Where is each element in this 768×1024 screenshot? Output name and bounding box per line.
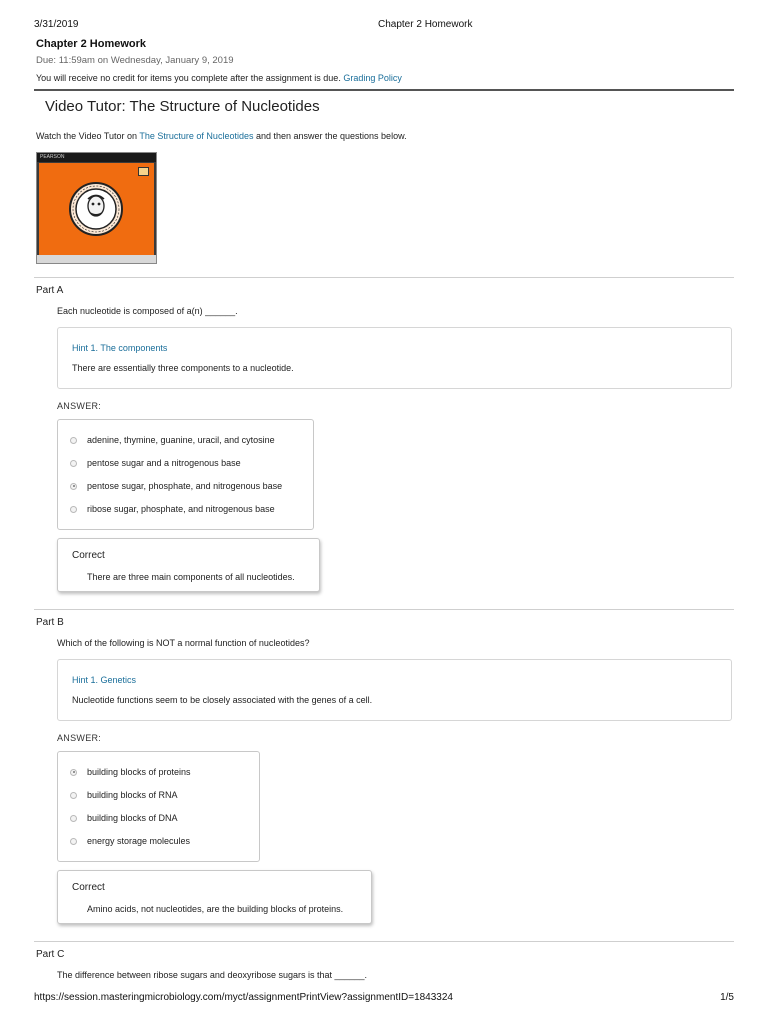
header-divider — [34, 89, 734, 91]
part-a-option[interactable] — [70, 456, 241, 470]
option-label: pentose sugar and a nitrogenous base — [87, 458, 241, 468]
part-c-label: Part C — [36, 949, 65, 960]
video-tutor-player[interactable] — [36, 152, 157, 264]
part-a-feedback-title: Correct — [72, 550, 105, 561]
option-label: adenine, thymine, guanine, uracil, and cytosine — [87, 435, 275, 445]
radio-button[interactable] — [70, 460, 77, 467]
radio-button[interactable] — [70, 792, 77, 799]
option-label: building blocks of DNA — [87, 813, 178, 823]
due-date: Due: 11:59am on Wednesday, January 9, 2019 — [36, 55, 234, 66]
video-frame[interactable] — [39, 163, 154, 255]
part-b-option[interactable] — [70, 811, 178, 825]
part-a-label: Part A — [36, 285, 64, 296]
radio-button-selected[interactable] — [70, 483, 77, 490]
part-a-answer-label: ANSWER: — [57, 401, 102, 411]
assignment-title: Chapter 2 Homework — [36, 38, 147, 50]
part-b-answer-label: ANSWER: — [57, 733, 102, 743]
print-date: 3/31/2019 — [34, 19, 79, 30]
print-page-number: 1/5 — [720, 992, 734, 1003]
part-a-feedback-text: There are three main components of all nucleotides. — [87, 572, 295, 582]
part-a-option[interactable] — [70, 502, 275, 516]
part-a-divider — [34, 277, 734, 278]
option-label: building blocks of RNA — [87, 790, 178, 800]
video-top-bar — [37, 153, 156, 162]
part-c-divider — [34, 941, 734, 942]
part-a-question: Each nucleotide is composed of a(n) ______. — [57, 306, 238, 316]
part-b-option[interactable] — [70, 788, 178, 802]
part-a-hint-title[interactable]: Hint 1. The components — [72, 343, 168, 353]
video-tutor-link[interactable]: The Structure of Nucleotides — [139, 131, 254, 141]
video-tutor-seal-icon — [68, 178, 124, 240]
part-b-hint-text: Nucleotide functions seem to be closely associated with the genes of a cell. — [72, 695, 373, 705]
part-b-answer-box — [57, 751, 260, 862]
part-b-divider — [34, 609, 734, 610]
option-label: pentose sugar, phosphate, and nitrogenous base — [87, 481, 283, 491]
part-b-question: Which of the following is NOT a normal function of nucleotides? — [57, 638, 310, 648]
radio-button[interactable] — [70, 437, 77, 444]
radio-button[interactable] — [70, 815, 77, 822]
part-b-feedback-title: Correct — [72, 882, 105, 893]
video-controls[interactable] — [37, 255, 156, 263]
late-notice — [36, 73, 402, 83]
part-b-option-selected[interactable] — [70, 765, 191, 779]
radio-button-selected[interactable] — [70, 769, 77, 776]
part-a-option-selected[interactable] — [70, 479, 282, 493]
intro-text-before: Watch the Video Tutor on — [36, 131, 140, 141]
grading-policy-link[interactable]: Grading Policy — [343, 73, 402, 83]
option-label: energy storage molecules — [87, 836, 191, 846]
part-b-option[interactable] — [70, 834, 190, 848]
late-notice-text: You will receive no credit for items you complete after the assignment is due. — [36, 73, 341, 83]
part-a-option[interactable] — [70, 433, 275, 447]
part-a-hint — [57, 327, 732, 389]
print-footer-url: https://session.masteringmicrobiology.com/myct/assignmentPrintView?assignmentID=1843324 — [34, 992, 453, 1003]
radio-button[interactable] — [70, 838, 77, 845]
radio-button[interactable] — [70, 506, 77, 513]
option-label: ribose sugar, phosphate, and nitrogenous base — [87, 504, 275, 514]
option-label: building blocks of proteins — [87, 767, 191, 777]
part-a-hint-text: There are essentially three components to a nucleotide. — [72, 363, 294, 373]
part-b-label: Part B — [36, 617, 64, 628]
part-b-hint-title[interactable]: Hint 1. Genetics — [72, 675, 137, 685]
part-a-feedback — [57, 538, 320, 592]
publisher-logo: PEARSON — [40, 154, 65, 160]
part-b-feedback-text: Amino acids, not nucleotides, are the building blocks of proteins. — [87, 904, 344, 914]
item-intro — [36, 131, 407, 141]
part-b-feedback — [57, 870, 372, 924]
part-a-answer-box — [57, 419, 314, 530]
print-header-title: Chapter 2 Homework — [378, 19, 473, 30]
part-c-question: The difference between ribose sugars and deoxyribose sugars is that ______. — [57, 970, 368, 980]
item-title: Video Tutor: The Structure of Nucleotides — [45, 98, 320, 115]
video-menu-icon[interactable] — [138, 167, 149, 176]
part-b-hint — [57, 659, 732, 721]
intro-text-after: and then answer the questions below. — [253, 131, 407, 141]
